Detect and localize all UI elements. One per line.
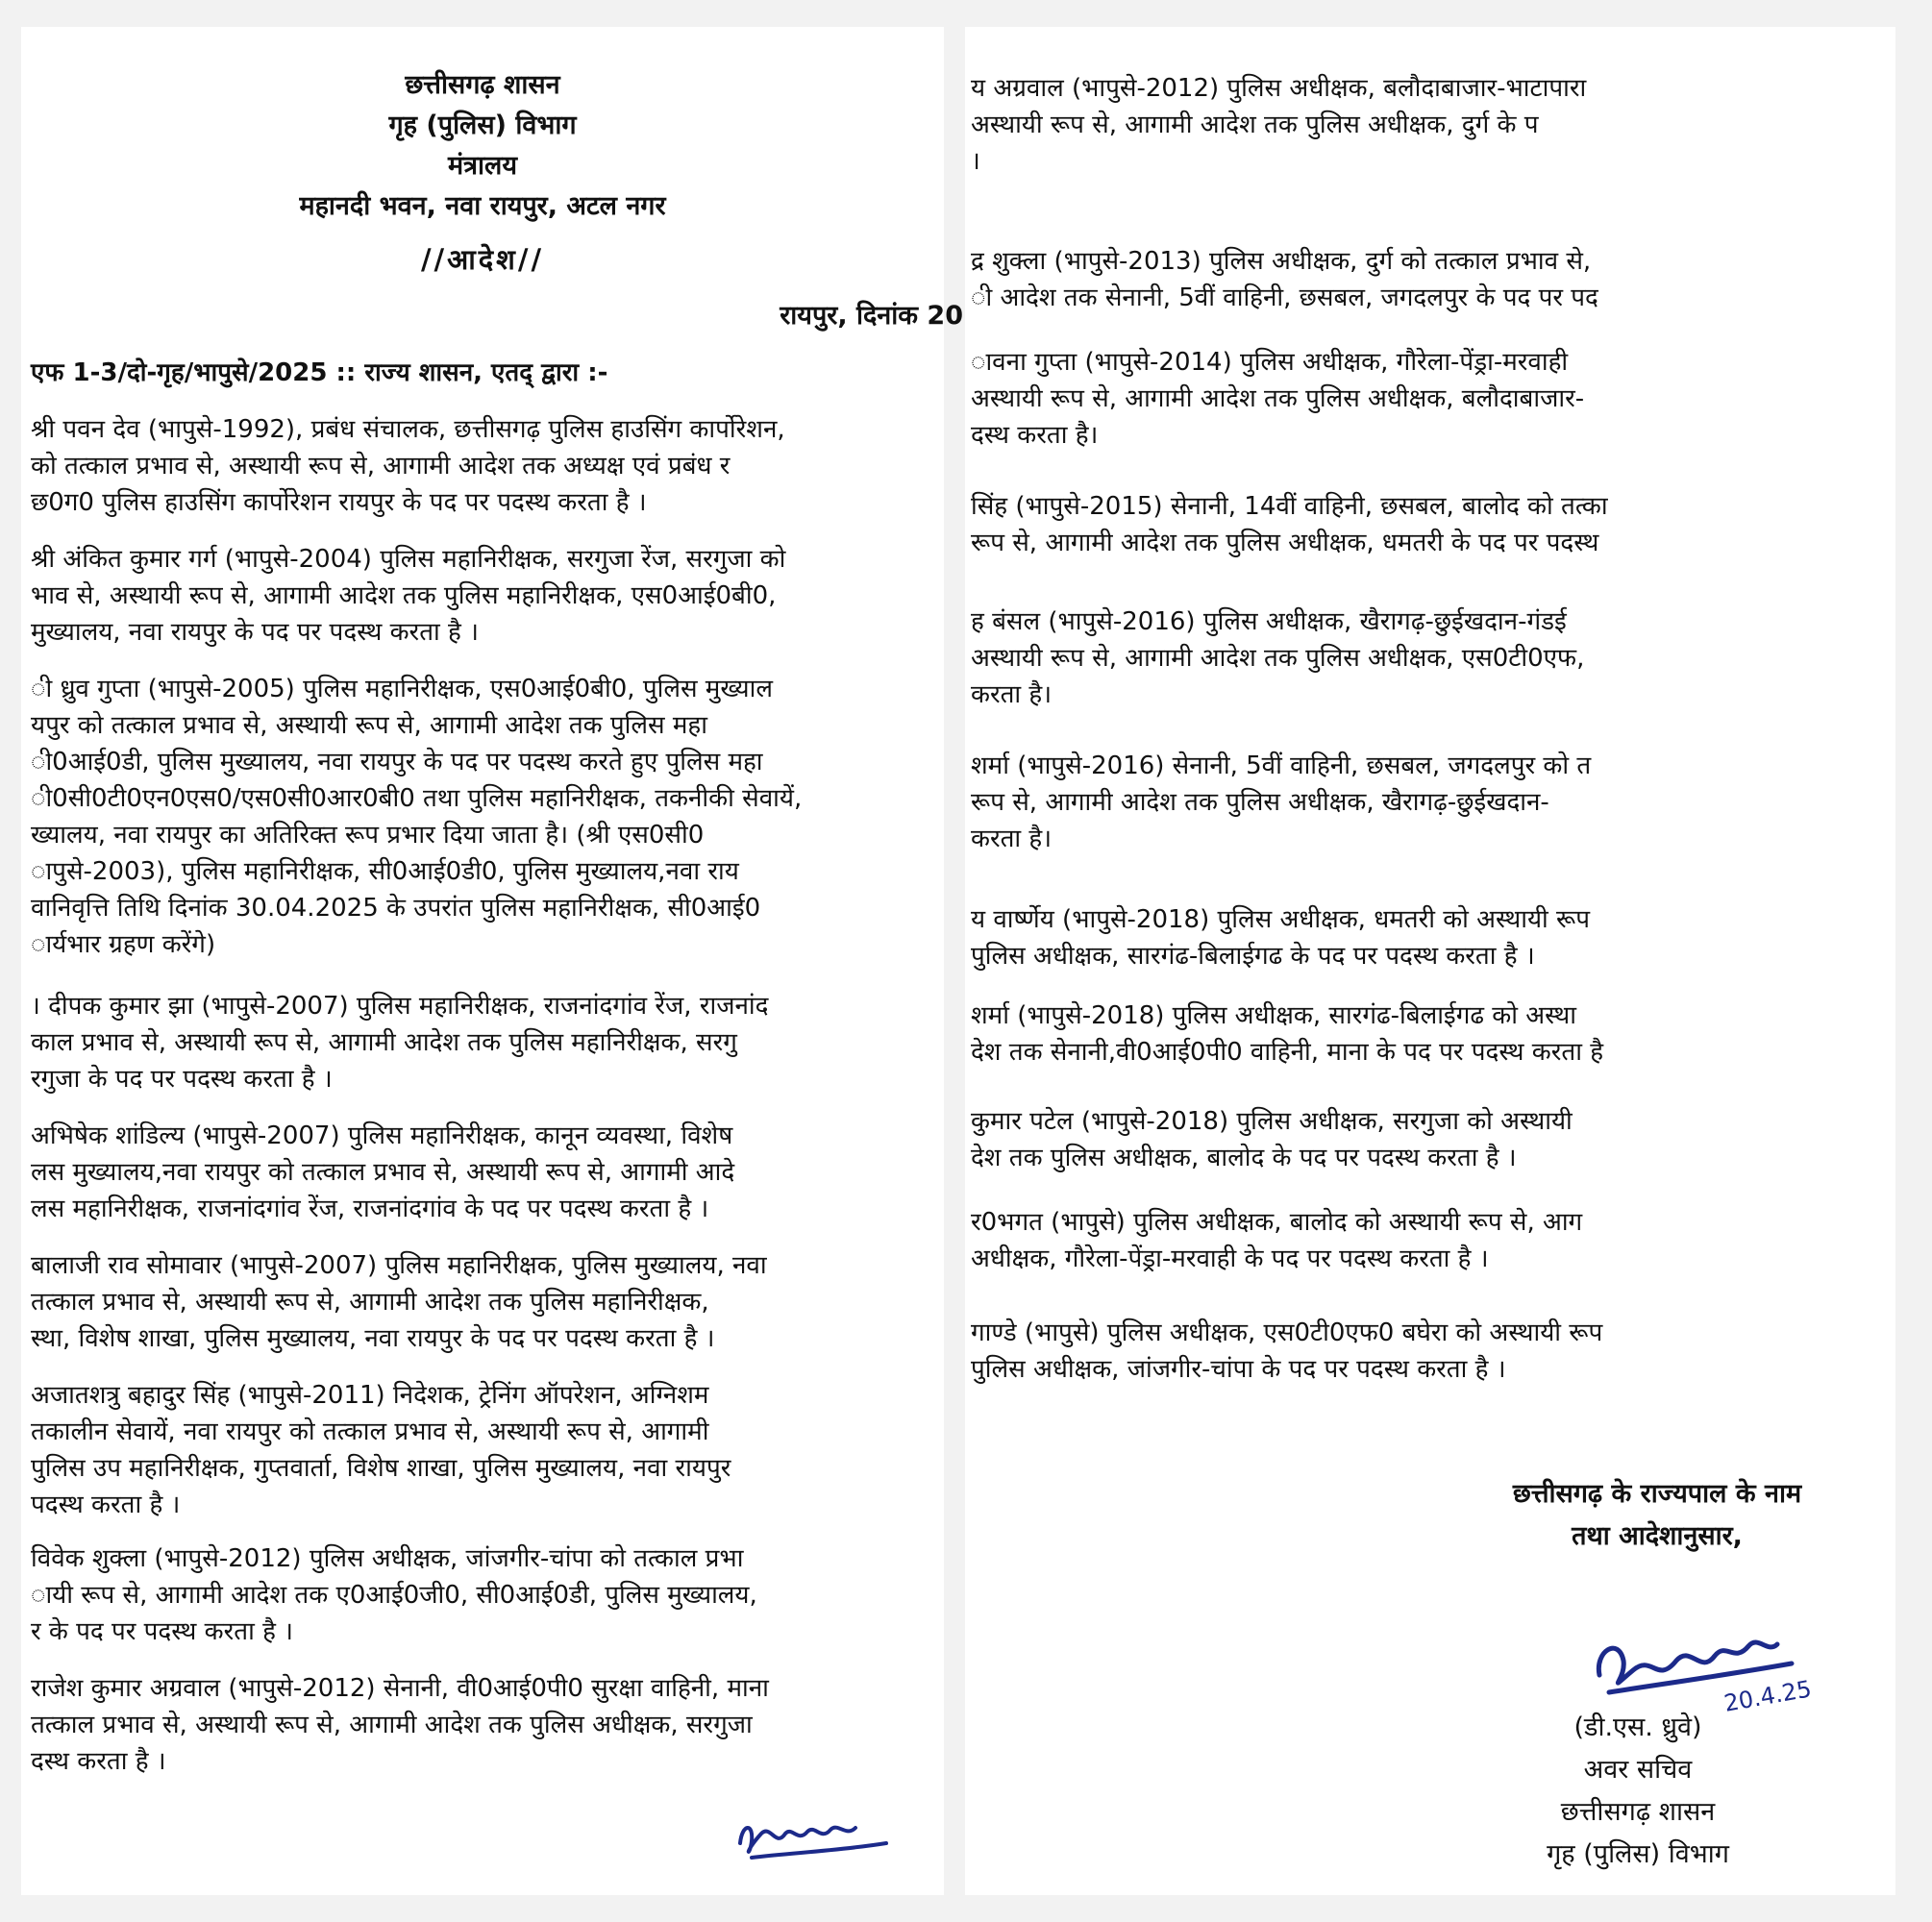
- paragraph-line: देश तक सेनानी,वी0आई0पी0 वाहिनी, माना के पद पर पदस्थ करता है: [971, 1038, 1604, 1067]
- paragraph-line: शर्मा (भापुसे-2016) सेनानी, 5वीं वाहिनी, छसबल, जगदलपुर को त: [971, 752, 1592, 780]
- paragraph-line: रूप से, आगामी आदेश तक पुलिस अधीक्षक, धमतरी के पद पर पदस्थ: [971, 529, 1599, 557]
- paragraph-line: तकालीन सेवायें, नवा रायपुर को तत्काल प्रभाव से, अस्थायी रूप से, आगामी: [31, 1417, 709, 1446]
- paragraph-line: ।: [971, 147, 980, 176]
- paragraph-line: तत्काल प्रभाव से, अस्थायी रूप से, आगामी आदेश तक पुलिस महानिरीक्षक,: [31, 1288, 709, 1317]
- paragraph-line: छ0ग0 पुलिस हाउसिंग कार्पोरेशन रायपुर के पद पर पदस्थ करता है ।: [31, 488, 647, 517]
- paragraph-line: ापुसे-2003), पुलिस महानिरीक्षक, सी0आई0डी0, पुलिस मुख्यालय,नवा राय: [31, 857, 739, 886]
- initial-signature-mark: [732, 1805, 896, 1872]
- right-order-paragraph: [971, 748, 1932, 857]
- left-order-paragraph: [31, 1118, 992, 1227]
- paragraph-line: श्री पवन देव (भापुसे-1992), प्रबंध संचालक, छत्तीसगढ़ पुलिस हाउसिंग कार्पोरेशन,: [31, 415, 785, 444]
- paragraph-line: ह बंसल (भापुसे-2016) पुलिस अधीक्षक, खैरागढ़-छुईखदान-गंडई: [971, 607, 1567, 636]
- paragraph-line: स्था, विशेष शाखा, पुलिस मुख्यालय, नवा रायपुर के पद पर पदस्थ करता है ।: [31, 1324, 715, 1353]
- paragraph-line: कुमार पटेल (भापुसे-2018) पुलिस अधीक्षक, सरगुजा को अस्थायी: [971, 1107, 1573, 1136]
- paragraph-line: तत्काल प्रभाव से, अस्थायी रूप से, आगामी आदेश तक पुलिस अधीक्षक, सरगुजा: [31, 1711, 753, 1739]
- right-order-paragraph: [971, 243, 1932, 316]
- left-page: [21, 27, 963, 1895]
- left-order-paragraph: [31, 411, 992, 521]
- paragraph-line: वानिवृत्ति तिथि दिनांक 30.04.2025 के उपरांत पुलिस महानिरीक्षक, सी0आई0: [31, 894, 761, 923]
- order-title: //आदेश//: [420, 243, 545, 276]
- paragraph-line: लस महानिरीक्षक, राजनांदगांव रेंज, राजनांदगांव के पद पर पदस्थ करता है ।: [31, 1195, 709, 1223]
- paragraph-line: र0भगत (भापुसे) पुलिस अधीक्षक, बालोद को अस्थायी रूप से, आग: [971, 1208, 1583, 1237]
- paragraph-line: भाव से, अस्थायी रूप से, आगामी आदेश तक पुलिस महानिरीक्षक, एस0आई0बी0,: [31, 581, 777, 610]
- paragraph-line: काल प्रभाव से, अस्थायी रूप से, आगामी आदेश तक पुलिस महानिरीक्षक, सरगु: [31, 1028, 737, 1057]
- authority-line-2: तथा आदेशानुसार,: [1572, 1521, 1743, 1551]
- ministry-name: मंत्रालय: [447, 151, 517, 181]
- governor-authority-block: [1407, 1473, 1907, 1558]
- paragraph-line: रगुजा के पद पर पदस्थ करता है ।: [31, 1065, 333, 1094]
- paragraph-line: करता है।: [971, 680, 1053, 709]
- paragraph-line: य अग्रवाल (भापुसे-2012) पुलिस अधीक्षक, बलौदाबाजार-भाटापारा: [971, 74, 1587, 103]
- paragraph-line: अस्थायी रूप से, आगामी आदेश तक पुलिस अधीक्षक, बलौदाबाजार-: [971, 384, 1585, 413]
- paragraph-line: अभिषेक शांडिल्य (भापुसे-2007) पुलिस महानिरीक्षक, कानून व्यवस्था, विशेष: [31, 1121, 733, 1150]
- paragraph-line: मुख्यालय, नवा रायपुर के पद पर पदस्थ करता है ।: [31, 618, 479, 647]
- signatory-designation: अवर सचिव: [1583, 1755, 1693, 1785]
- left-order-paragraph: [31, 1540, 992, 1650]
- right-order-paragraph: [971, 604, 1932, 713]
- paragraph-line: ार्यभार ग्रहण करेंगे): [31, 930, 216, 959]
- paragraph-line: बालाजी राव सोमावार (भापुसे-2007) पुलिस महानिरीक्षक, पुलिस मुख्यालय, नवा: [31, 1251, 767, 1280]
- right-order-paragraph: [971, 70, 1932, 180]
- paragraph-line: देश तक पुलिस अधीक्षक, बालोद के पद पर पदस्थ करता है ।: [971, 1144, 1517, 1172]
- paragraph-line: दस्थ करता है।: [971, 421, 1099, 450]
- paragraph-line: अस्थायी रूप से, आगामी आदेश तक पुलिस अधीक्षक, दुर्ग के प: [971, 111, 1539, 139]
- left-order-paragraph: [31, 1670, 992, 1780]
- left-order-paragraph: [31, 541, 992, 651]
- paragraph-line: अधीक्षक, गौरेला-पेंड्रा-मरवाही के पद पर पदस्थ करता है ।: [971, 1244, 1489, 1273]
- signatory-department: गृह (पुलिस) विभाग: [1547, 1839, 1729, 1869]
- paragraph-line: ावना गुप्ता (भापुसे-2014) पुलिस अधीक्षक, गौरेला-पेंड्रा-मरवाही: [971, 348, 1569, 377]
- govt-name: छत्तीसगढ़ शासन: [405, 70, 560, 100]
- order-reference: एफ 1-3/दो-गृह/भापुसे/2025 :: राज्य शासन, एतद् द्वारा :-: [31, 358, 608, 387]
- left-order-paragraph: [31, 988, 992, 1097]
- paragraph-line: । दीपक कुमार झा (भापुसे-2007) पुलिस महानिरीक्षक, राजनांदगांव रेंज, राजनांद: [31, 992, 769, 1021]
- left-order-paragraph: [31, 671, 992, 963]
- paragraph-line: श्री अंकित कुमार गर्ग (भापुसे-2004) पुलिस महानिरीक्षक, सरगुजा रेंज, सरगुजा को: [31, 545, 786, 574]
- paragraph-line: पदस्थ करता है ।: [31, 1491, 181, 1519]
- left-order-paragraph: [31, 1247, 992, 1357]
- paragraph-line: शर्मा (भापुसे-2018) पुलिस अधीक्षक, सारगंढ-बिलाईगढ को अस्था: [971, 1001, 1577, 1030]
- paragraph-line: र के पद पर पदस्थ करता है ।: [31, 1617, 294, 1646]
- paragraph-line: ी0आई0डी, पुलिस मुख्यालय, नवा रायपुर के पद पर पदस्थ करते हुए पुलिस महा: [31, 748, 763, 776]
- order-date: रायपुर, दिनांक 20: [780, 301, 963, 331]
- paragraph-line: य वार्ष्णेय (भापुसे-2018) पुलिस अधीक्षक, धमतरी को अस्थायी रूप: [971, 905, 1591, 934]
- paragraph-line: गाण्डे (भापुसे) पुलिस अधीक्षक, एस0टी0एफ0 बघेरा को अस्थायी रूप: [971, 1318, 1603, 1347]
- right-page: [965, 27, 1895, 1895]
- right-order-paragraph: [971, 1103, 1932, 1176]
- paragraph-line: लस मुख्यालय,नवा रायपुर को तत्काल प्रभाव से, अस्थायी रूप से, आगामी आदे: [31, 1158, 735, 1187]
- paragraph-line: ी0सी0टी0एन0एस0/एस0सी0आर0बी0 तथा पुलिस महानिरीक्षक, तकनीकी सेवायें,: [31, 784, 803, 813]
- paragraph-line: राजेश कुमार अग्रवाल (भापुसे-2012) सेनानी, वी0आई0पी0 सुरक्षा वाहिनी, माना: [31, 1674, 769, 1703]
- paragraph-line: पुलिस अधीक्षक, सारगंढ-बिलाईगढ के पद पर पदस्थ करता है ।: [971, 942, 1535, 971]
- paragraph-line: ायी रूप से, आगामी आदेश तक ए0आई0जी0, सी0आई0डी, पुलिस मुख्यालय,: [31, 1581, 757, 1610]
- right-order-paragraph: [971, 488, 1932, 561]
- signatory-name: (डी.एस. ध्रुवे): [1573, 1713, 1702, 1742]
- right-order-paragraph: [971, 1204, 1932, 1277]
- paragraph-line: करता है।: [971, 825, 1053, 853]
- paragraph-line: पुलिस अधीक्षक, जांजगीर-चांपा के पद पर पदस्थ करता है ।: [971, 1355, 1506, 1384]
- letterhead: [21, 65, 944, 278]
- paragraph-line: को तत्काल प्रभाव से, अस्थायी रूप से, आगामी आदेश तक अध्यक्ष एवं प्रबंध र: [31, 452, 731, 480]
- right-order-paragraph: [971, 998, 1932, 1071]
- paragraph-line: पुलिस उप महानिरीक्षक, गुप्तवार्ता, विशेष शाखा, पुलिस मुख्यालय, नवा रायपुर: [31, 1454, 731, 1483]
- department-name: गृह (पुलिस) विभाग: [388, 111, 577, 140]
- paragraph-line: यपुर को तत्काल प्रभाव से, अस्थायी रूप से, आगामी आदेश तक पुलिस महा: [31, 711, 707, 740]
- office-address: महानदी भवन, नवा रायपुर, अटल नगर: [299, 191, 666, 221]
- paragraph-line: ख्यालय, नवा रायपुर का अतिरिक्त रूप प्रभार दिया जाता है। (श्री एस0सी0: [31, 821, 705, 850]
- right-order-paragraph: [971, 901, 1932, 974]
- paragraph-line: रूप से, आगामी आदेश तक पुलिस अधीक्षक, खैरागढ़-छुईखदान-: [971, 788, 1549, 817]
- paragraph-line: दस्थ करता है ।: [31, 1747, 166, 1776]
- right-order-paragraph: [971, 1315, 1932, 1388]
- paragraph-line: ी ध्रुव गुप्ता (भापुसे-2005) पुलिस महानिरीक्षक, एस0आई0बी0, पुलिस मुख्याल: [31, 675, 774, 703]
- paragraph-line: अस्थायी रूप से, आगामी आदेश तक पुलिस अधीक्षक, एस0टी0एफ,: [971, 644, 1585, 673]
- authority-line-1: छत्तीसगढ़ के राज्यपाल के नाम: [1512, 1479, 1802, 1509]
- paragraph-line: अजातशत्रु बहादुर सिंह (भापुसे-2011) निदेशक, ट्रेनिंग ऑपरेशन, अग्निशम: [31, 1381, 709, 1410]
- right-order-paragraph: [971, 344, 1932, 454]
- paragraph-line: ी आदेश तक सेनानी, 5वीं वाहिनी, छसबल, जगदलपुर के पद पर पद: [971, 283, 1598, 312]
- paragraph-line: विवेक शुक्ला (भापुसे-2012) पुलिस अधीक्षक, जांजगीर-चांपा को तत्काल प्रभा: [31, 1544, 744, 1573]
- left-order-paragraph: [31, 1377, 992, 1523]
- signatory-office: छत्तीसगढ़ शासन: [1560, 1797, 1716, 1827]
- paragraph-line: सिंह (भापुसे-2015) सेनानी, 14वीं वाहिनी, छसबल, बालोद को तत्का: [971, 492, 1608, 521]
- signatory-details: [1465, 1707, 1811, 1876]
- signature-date: 20.4.25: [1721, 1675, 1814, 1717]
- paragraph-line: द्र शुक्ला (भापुसे-2013) पुलिस अधीक्षक, दुर्ग को तत्काल प्रभाव से,: [971, 247, 1592, 276]
